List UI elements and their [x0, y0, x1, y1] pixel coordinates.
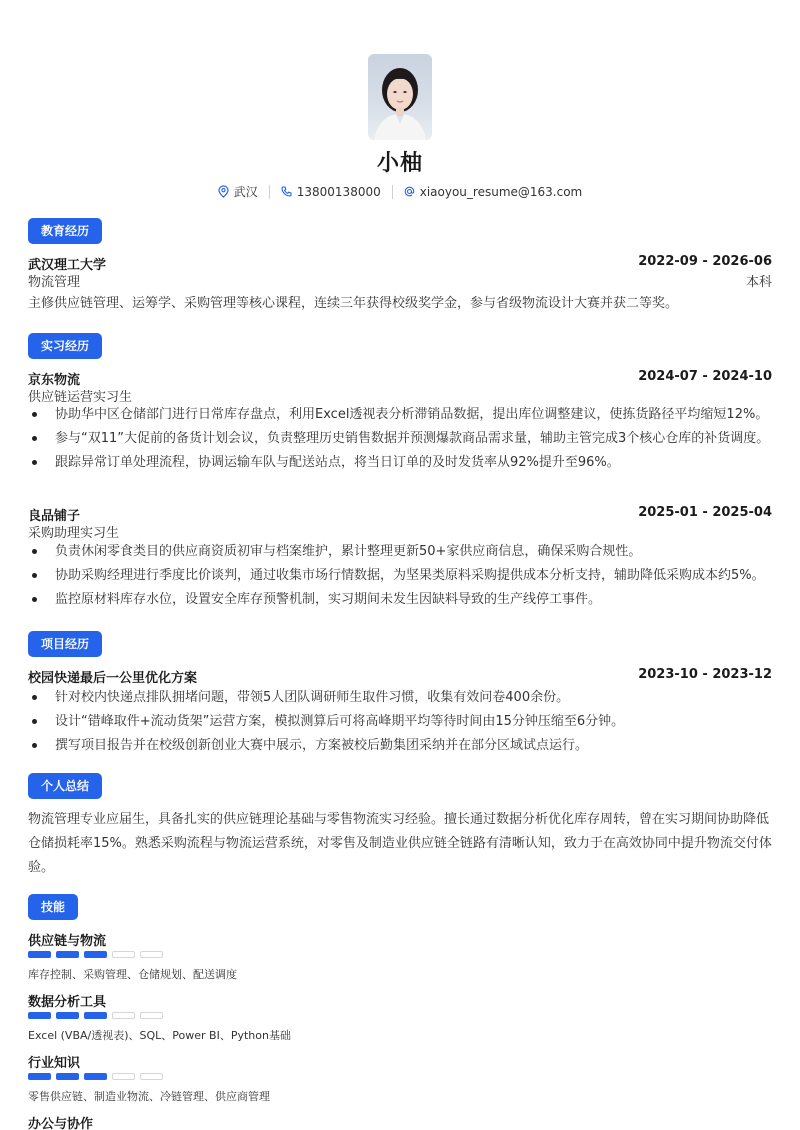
skill-bar-filled [56, 1073, 79, 1080]
contact-divider [392, 185, 393, 199]
degree: 本科 [745, 275, 772, 290]
phone-icon [281, 186, 292, 197]
skill-description: 库存控制、采购管理、仓储规划、配送调度 [28, 968, 237, 981]
company-name: 良品铺子 [28, 509, 81, 524]
contact-phone-text: 13800138000 [296, 184, 381, 199]
list-item: 针对校内快递点排队拥堵问题，带领5人团队调研师生取件习惯，收集有效问卷400余份。 [28, 689, 772, 706]
list-item: 监控原材料库存水位，设置安全库存预警机制，实习期间未发生因缺料导致的生产线停工事件。 [28, 591, 772, 608]
contact-email[interactable] [404, 185, 583, 199]
contact-line [0, 183, 800, 200]
skill-bar-empty [140, 1073, 163, 1080]
education-date: 2022-09 - 2026-06 [638, 254, 772, 269]
list-item: 负责休闲零食类目的供应商资质初审与档案维护，累计整理更新50+家供应商信息，确保采购合规性。 [28, 543, 772, 560]
internship-role: 供应链运营实习生 [28, 390, 133, 405]
skill-bar-empty [112, 951, 135, 958]
skill-bar-empty [112, 1012, 135, 1019]
internship-role-row [28, 522, 772, 541]
at-sign-icon [404, 186, 415, 197]
contact-phone[interactable] [281, 185, 381, 199]
section-badge-projects: 项目经历 [28, 631, 102, 657]
profile-photo [368, 54, 432, 140]
skill-bar-empty [112, 1073, 135, 1080]
project-date: 2023-10 - 2023-12 [638, 667, 772, 682]
skill-bar-filled [84, 951, 107, 958]
summary-text: 物流管理专业应届生，具备扎实的供应链理论基础与零售物流实习经验。擅长通过数据分析优化库存周转，曾在实习期间协助降低仓储损耗率15%。熟悉采购流程与物流运营系统，对零售及制造业供应链全链路有清晰认知，致力于在高效协同中提升物流交付体验。 [28, 812, 772, 875]
skill-level-bars [28, 1073, 163, 1080]
section-badge-internships: 实习经历 [28, 333, 102, 359]
skill-bar-empty [140, 951, 163, 958]
skill-name: 数据分析工具 [28, 995, 107, 1010]
skill-bar-filled [28, 1012, 51, 1019]
project-bullets [28, 689, 772, 761]
school-name: 武汉理工大学 [28, 258, 107, 273]
education-subrow [28, 271, 772, 290]
skill-bar-filled [28, 1073, 51, 1080]
project-name: 校园快递最后一公里优化方案 [28, 671, 198, 686]
skill-bar-empty [140, 1012, 163, 1019]
skill-description: 零售供应链、制造业物流、冷链管理、供应商管理 [28, 1090, 270, 1103]
location-pin-icon [218, 185, 229, 198]
internship-bullets [28, 543, 772, 615]
internship-date: 2025-01 - 2025-04 [638, 505, 772, 520]
skill-level-bars [28, 1012, 163, 1019]
major: 物流管理 [28, 275, 81, 290]
skill-name: 办公与协作 [28, 1117, 94, 1130]
internship-role: 采购助理实习生 [28, 526, 120, 541]
internship-date: 2024-07 - 2024-10 [638, 369, 772, 384]
list-item: 设计“错峰取件+流动货架”运营方案，模拟测算后可将高峰期平均等待时间由15分钟压缩至6分钟。 [28, 713, 772, 730]
skill-name: 供应链与物流 [28, 934, 107, 949]
skill-description: Excel (VBA/透视表)、SQL、Power BI、Python基础 [28, 1029, 291, 1042]
candidate-name: 小柚 [376, 151, 423, 176]
section-badge-summary: 个人总结 [28, 773, 102, 799]
list-item: 跟踪异常订单处理流程，协调运输车队与配送站点，将当日订单的及时发货率从92%提升至96%。 [28, 454, 772, 471]
skill-level-bars [28, 951, 163, 958]
skill-bar-filled [56, 1012, 79, 1019]
list-item: 协助华中区仓储部门进行日常库存盘点，利用Excel透视表分析滞销品数据，提出库位调整建议，使拣货路径平均缩短12%。 [28, 406, 772, 423]
project-row [28, 667, 772, 686]
skill-bar-filled [84, 1073, 107, 1080]
list-item: 撰写项目报告并在校级创新创业大赛中展示，方案被校后勤集团采纳并在部分区域试点运行。 [28, 737, 772, 754]
section-badge-skills: 技能 [28, 894, 78, 920]
company-name: 京东物流 [28, 373, 81, 388]
portrait-illustration-icon [368, 54, 432, 140]
contact-location [218, 183, 258, 200]
skill-name: 行业知识 [28, 1056, 81, 1071]
skill-bar-filled [56, 951, 79, 958]
contact-email-text: xiaoyou_resume@163.com [419, 184, 583, 199]
education-description: 主修供应链管理、运筹学、采购管理等核心课程，连续三年获得校级奖学金，参与省级物流设计大赛并获二等奖。 [28, 296, 679, 311]
section-badge-education: 教育经历 [28, 218, 102, 244]
internship-role-row [28, 386, 772, 405]
skill-bar-filled [28, 951, 51, 958]
contact-divider [269, 185, 270, 199]
contact-location-text: 武汉 [233, 185, 258, 199]
internship-bullets [28, 406, 772, 478]
list-item: 参与“双11”大促前的备货计划会议，负责整理历史销售数据并预测爆款商品需求量，辅助主管完成3个核心仓库的补货调度。 [28, 430, 772, 447]
skill-bar-filled [84, 1012, 107, 1019]
list-item: 协助采购经理进行季度比价谈判，通过收集市场行情数据，为坚果类原料采购提供成本分析支持，辅助降低采购成本约5%。 [28, 567, 772, 584]
